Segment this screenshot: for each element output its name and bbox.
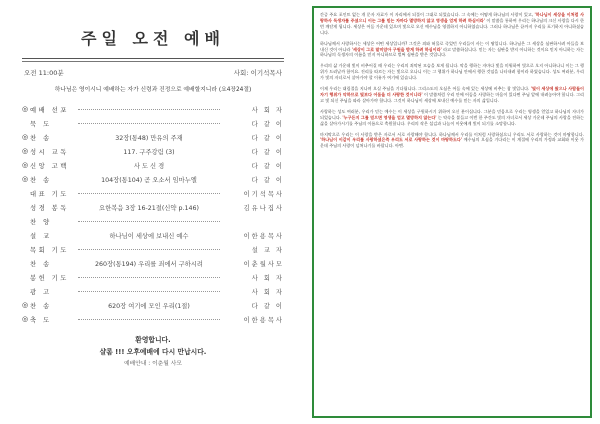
worship-order-row — [22, 242, 284, 256]
row-leader: 다 같 이 — [251, 134, 284, 142]
row-leader: 이한용목사 — [243, 232, 284, 240]
row-leader: 다 같 이 — [251, 176, 284, 184]
service-leader: 사회: 이기석목사 — [233, 69, 282, 77]
row-leader: 사 회 자 — [251, 274, 284, 282]
worship-order-row — [22, 270, 284, 284]
row-detail — [78, 123, 220, 124]
worship-order-row — [22, 158, 284, 172]
row-leader: 사 회 자 — [251, 106, 284, 114]
worship-order-row — [22, 284, 284, 298]
page-title: 주일 오전 예배 — [81, 29, 225, 48]
row-label: 찬 송 — [30, 176, 52, 184]
sermon-paragraph — [320, 86, 584, 104]
paragraph-text: 마지막으로 우리는 이 사랑을 받은 자로서 서로 사랑해야 합니다. 하나님께서 우리를 이처럼 사랑하셨으니 우리도 서로 사랑하는 것이 마땅합니다. — [320, 131, 584, 137]
row-detail — [78, 319, 220, 320]
sermon-paragraph — [320, 41, 584, 59]
row-label: 성시 교독 — [30, 148, 69, 156]
row-detail: 260장(통194) 우리를 죄에서 구하시려 — [95, 260, 203, 268]
scripture-highlight: '빛이 세상에 왔으나 사람들이 자기 행위가 악하므로 빛보다 어둠을 더 사랑한 것이니라' — [320, 86, 584, 97]
title-rule — [22, 58, 284, 59]
sermon-paragraph — [320, 132, 584, 150]
worship-order-row — [22, 200, 284, 214]
bullet-icon: ◎ — [22, 315, 29, 323]
row-detail — [78, 193, 220, 194]
paragraph-text-tail: 라고 말씀하십니다. 믿는 자는 심판을 받지 아니하는 것이요 믿지 아니하는 자는 하나님의 독생자의 이름을 믿지 아니하므로 벌써 심판을 받은 것입니다. — [320, 46, 584, 58]
row-label: 목회 기도 — [30, 246, 69, 254]
worship-order-row — [22, 130, 284, 144]
paragraph-text: 이제 우리는 대림절을 지나며 오실 주님을 기다립니다. 그리스도의 오심은 어둠 속에 있는 세상에 비추는 참 빛입니다. — [320, 86, 531, 92]
sermon-paragraphs — [320, 12, 584, 149]
worship-order-row — [22, 228, 284, 242]
row-leader: 다 같 이 — [251, 302, 284, 310]
row-detail — [78, 221, 220, 222]
scripture-highlight: '세상이 그로 말미암아 구원을 받게 하려 하심이라' — [351, 46, 442, 52]
paragraph-text: 우리의 삶 가운데 빛이 비추어질 때 우리는 우리의 죄악된 모습을 보게 됩니다. 악을 행하는 자마다 빛을 미워하여 빛으로 오지 아니하나니 이는 그 행위가 드러날까 함이요. 진리를 따르는 자는 빛으로 오나니 이는 그 행위가 하나님 안에서 행한 것임을 나타내려 함이라 하였습니다. 성도 여러분, 우리가 빛의 자녀로서 살아가야 할 이유가 여기에 있습니다. — [320, 63, 584, 81]
sermon-paragraph — [320, 12, 584, 36]
worship-order-row — [22, 214, 284, 228]
worship-order-row — [22, 116, 284, 130]
evening-notice: 샬롬 !!! 오후예배에 다시 만납시다. — [99, 348, 207, 356]
row-label: 봉헌 기도 — [30, 274, 69, 282]
title-rule-thin — [22, 61, 284, 62]
scripture-highlight: '누구든지 그를 믿으면 영생을 얻고 멸망하지 않는다' — [342, 114, 437, 120]
worship-order-row — [22, 298, 284, 312]
row-detail: 사 도 신 경 — [133, 162, 165, 170]
worship-order-row — [22, 102, 284, 116]
row-leader: 다 같 이 — [251, 120, 284, 128]
worship-order-row — [22, 256, 284, 270]
call-to-worship: 하나님은 영이시니 예배하는 자가 신령과 진정으로 예배할지니라 (요4장24절) — [54, 87, 252, 93]
order-of-worship — [22, 14, 284, 414]
row-leader: 이한용목사 — [243, 316, 284, 324]
paragraph-text-tail: 이 말씀처럼 우리 안에 어둠을 사랑하는 마음이 있다면 주님 앞에 내려놓아야 합니다. 그리고 빛 되신 주님을 따라 살아가야 합니다. 그것이 하나님이 세상에 보내신 예수를 믿는 자의 삶입니다. — [320, 91, 584, 103]
paragraph-text: 하나님께서 사랑하시는 세상은 어떤 세상입니까? 그것은 죄와 허물로 죽었던 우리들이 사는 이 땅입니다. 하나님은 그 세상을 심판하시려 아들을 보내신 것이 아니라 — [320, 40, 584, 52]
row-label: 찬 양 — [30, 218, 52, 226]
bullet-icon: ◎ — [22, 301, 29, 309]
row-label: 신앙 고백 — [30, 162, 69, 170]
bullet-icon: ◎ — [22, 161, 29, 169]
row-leader: 다 같 이 — [251, 162, 284, 170]
row-label: 광 고 — [30, 288, 52, 296]
paragraph-text-tail: 는 약속을 붙들고 이번 한 주간도 빛의 자녀로서 세상 가운데 주님의 사랑을 전하는 삶을 살아가시기를 주님의 이름으로 축원합니다. 우리의 작은 섬김과 나눔이 이웃에게 빛이 되기를 소망합니다. — [320, 114, 585, 126]
bullet-icon: ◎ — [22, 175, 29, 183]
row-detail — [78, 277, 220, 278]
row-detail: 하나님이 세상에 보내신 예수 — [109, 232, 189, 240]
row-detail: 104장(통104) 곧 오소서 임마누엘 — [101, 176, 197, 184]
row-label: 설 교 — [30, 232, 52, 240]
row-label: 찬 송 — [30, 302, 52, 310]
row-leader: 김유나집사 — [243, 204, 284, 212]
worship-order-row — [22, 144, 284, 158]
row-label: 축 도 — [30, 316, 52, 324]
row-detail: 620장 여기에 모인 우리(1절) — [108, 302, 190, 310]
welcome-text: 환영합니다. — [135, 336, 171, 344]
row-label: 예배 선포 — [30, 106, 69, 114]
service-time: 오전 11:00분 — [24, 69, 64, 77]
row-detail: 32장(통48) 만유의 주재 — [115, 134, 183, 142]
sermon-paragraph — [320, 109, 584, 127]
sermon-notes — [312, 6, 592, 418]
paragraph-text: 간증 주요 포인트 없는 개 문자 자료가 이 자리에서 되풀이 그대로 되었습니다. 그 속에는 어떻게 하나님의 사랑이 있고, — [320, 12, 535, 17]
row-detail — [78, 291, 220, 292]
sermon-paragraph — [320, 63, 584, 81]
row-label: 대표 기도 — [30, 190, 69, 198]
row-label: 묵 도 — [30, 120, 52, 128]
closing-notes — [22, 334, 284, 367]
row-label: 찬 송 — [30, 260, 52, 268]
bullet-icon: ◎ — [22, 147, 29, 155]
row-detail — [78, 109, 220, 110]
row-label: 성경 봉독 — [30, 204, 69, 212]
worship-order-row — [22, 186, 284, 200]
paragraph-text-tail: 예수님의 오심을 기다리는 이 계절에 우리의 가정과 교회와 이웃 가운데 주님의 사랑이 넘쳐나기를 바랍니다. 아멘. — [320, 137, 584, 149]
row-detail — [78, 249, 220, 250]
row-leader: 설 교 자 — [251, 246, 284, 254]
scripture-highlight: '하나님이 이같이 우리를 사랑하셨은즉 우리도 서로 사랑하는 것이 마땅하도다' — [320, 137, 463, 143]
worship-order-list — [22, 102, 284, 326]
bullet-icon: ◎ — [22, 105, 29, 113]
row-detail: 요한복음 3장 16-21절(신약 p.146) — [99, 204, 199, 212]
worship-order-row — [22, 172, 284, 186]
paragraph-text-tail: 이 말씀을 통하여 우리는 하나님의 크신 사랑을 다시 한번 깨닫게 됩니다. 세상은 어둠 가운데 있으며 빛으로 오신 예수님을 영접하지 아니하였습니다. 그러나 하나님은 끝까지 우리를 포기하지 아니하셨습니다. — [320, 17, 585, 35]
bullet-icon: ◎ — [22, 133, 29, 141]
row-label: 찬 송 — [30, 134, 52, 142]
row-leader: 이춘월사모 — [243, 260, 284, 268]
row-leader: 사 회 자 — [251, 288, 284, 296]
service-meta — [22, 68, 284, 77]
paragraph-text: 사랑하는 성도 여러분, 우리가 믿는 예수는 이 세상을 구원하시기 위하여 오신 분이십니다. 그분을 믿음으로 우리는 영생을 얻었고 하나님의 자녀가 되었습니다. — [320, 108, 584, 120]
scripture-highlight: '하나님이 세상을 이처럼 사랑하사 독생자를 주셨으니 이는 그를 믿는 자마다 멸망하지 않고 영생을 얻게 하려 하심이라' — [320, 12, 584, 23]
row-leader: 다 같 이 — [251, 148, 284, 156]
row-leader: 이기석목사 — [243, 190, 284, 198]
usher-credit: 예배안내 : 이춘월 사모 — [124, 361, 182, 367]
row-detail: 117. 구주강림 (3) — [123, 148, 175, 156]
worship-order-row — [22, 312, 284, 326]
